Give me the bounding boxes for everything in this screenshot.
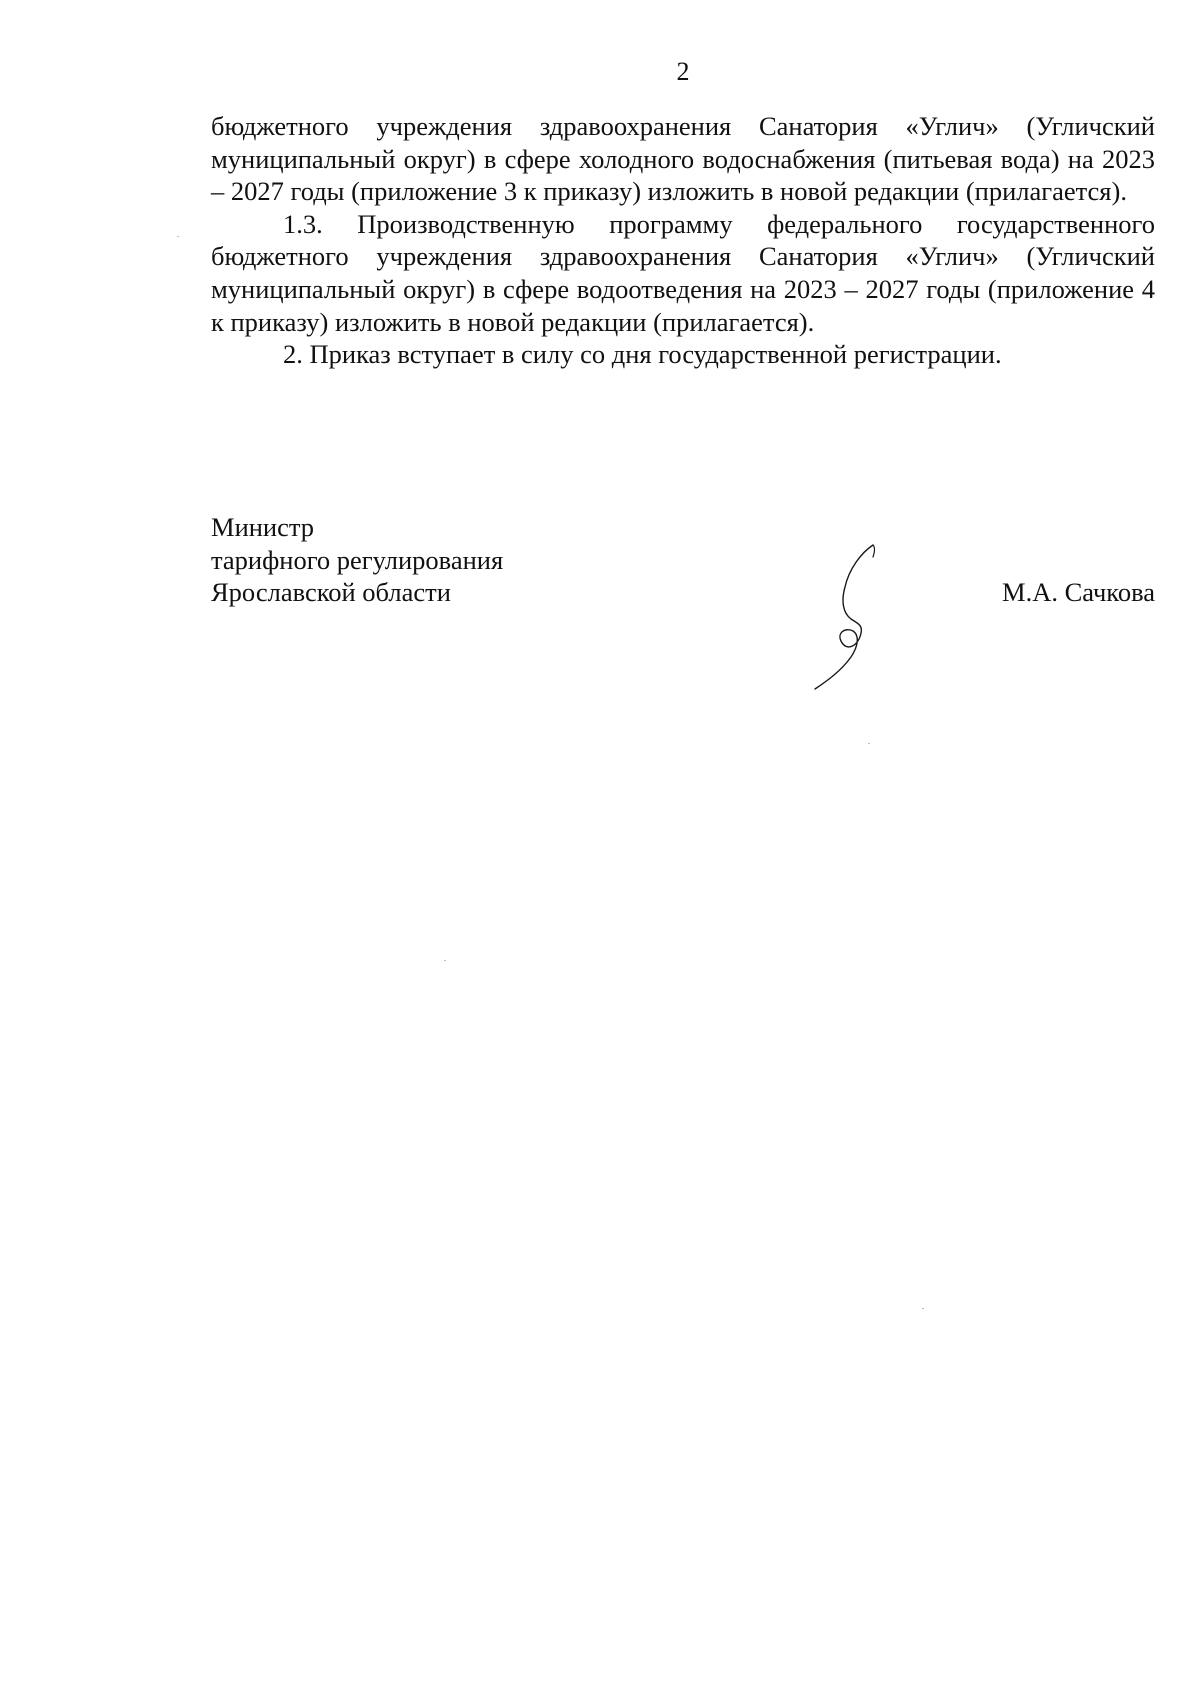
scan-speck xyxy=(177,236,179,237)
paragraph-item-1-3: 1.3. Производственную программу федерального государственного бюджетного учреждения здравоохранения Санатория «Углич» (Угличский муниципальный округ) в сфере водоотведения на 2023 – 2027 годы (приложение 4 к приказу) изложить в новой редакции (прилагается). xyxy=(211,208,1155,337)
scan-speck xyxy=(444,960,446,961)
scan-speck xyxy=(868,743,870,744)
scan-speck xyxy=(922,1308,924,1309)
page-number: 2 xyxy=(676,57,690,86)
document-body xyxy=(211,110,1155,371)
paragraph-item-2: 2. Приказ вступает в силу со дня государственной регистрации. xyxy=(283,339,1002,370)
paragraph-continuation: бюджетного учреждения здравоохранения Санатория «Углич» (Угличский муниципальный округ) в сфере холодного водоснабжения (питьевая вода) на 2023 – 2027 годы (приложение 3 к приказу) изложить в новой редакции (прилагается). xyxy=(211,111,1155,207)
signer-position-line-3: Ярославской области xyxy=(211,577,451,608)
signature-block xyxy=(211,511,1155,691)
signer-position-line-2: тарифного регулирования xyxy=(211,544,504,575)
signer-name: М.А. Сачкова xyxy=(1002,577,1155,607)
handwritten-signature xyxy=(801,541,891,691)
signer-position-line-1: Министр xyxy=(211,512,315,542)
